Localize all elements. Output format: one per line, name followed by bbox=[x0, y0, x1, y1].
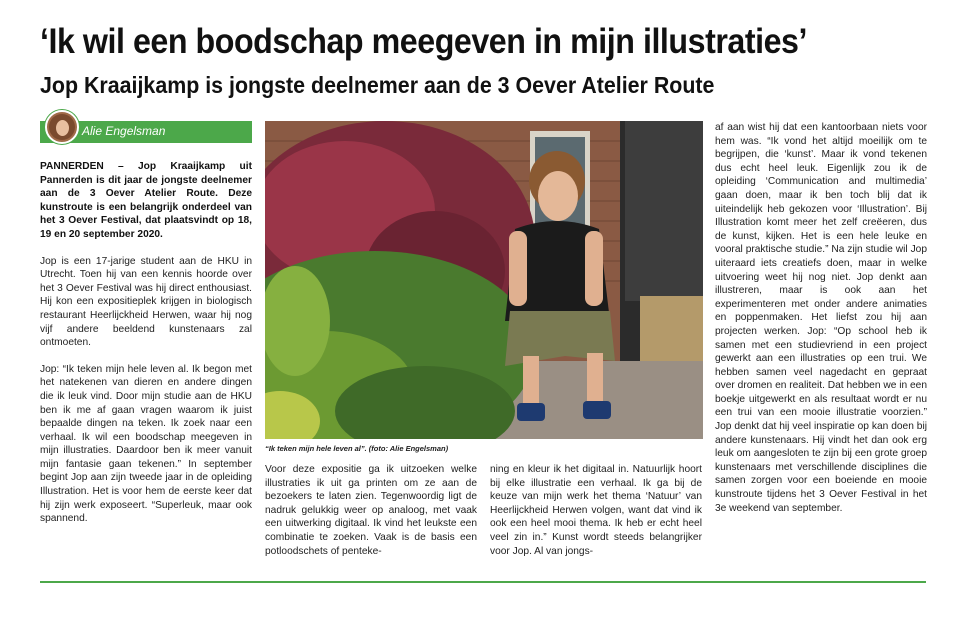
article-paragraph: Jop: “Ik teken mijn hele leven al. Ik begon met het natekenen van dieren en andere dingen die ik leuk vind. Door mijn studie aan de HKU ben ik me af gaan vragen waarom ik juist bepaalde dingen na teken. Ik zoek naar een verhaal. Ik wil een boodschap meegeven in mijn illustraties. Daardoor ben ik meer vanuit mijn fantasie gaan tekenen.” In september begint Jop aan zijn tweede jaar in de opleiding Illustration. Het is voor hem de eerste keer dat hij zijn werk exposeert. “Superleuk, maar ook spannend. bbox=[40, 363, 252, 525]
author-name: Alie Engelsman bbox=[82, 124, 166, 138]
subheadline: Jop Kraaijkamp is jongste deelnemer aan de 3 Oever Atelier Route bbox=[40, 72, 715, 98]
photo-illustration bbox=[265, 121, 703, 439]
article-column-3: ning en kleur ik het digitaal in. Natuurlijk hoort bij elke illustratie een verhaal. Ik ga bij de keuze van mijn werk het thema ‘Natuur’ van Heerlijckheid Herwen volgen, want dat vind ik ook een heel mooi thema. Ik heb er echt heel veel zin in.” Kunst wordt steeds belangrijker voor Jop. Al van jongs- bbox=[490, 464, 702, 557]
article-photo bbox=[265, 121, 703, 439]
article-column-4: af aan wist hij dat een kantoorbaan niets voor hem was. “Ik vond het altijd moeilijk om te begrijpen, die ‘kunst’. Maar ik vond tekenen dus echt heel leuk. Eigenlijk zou ik de opleiding ‘Communication and multimedia’ gaan doen, maar ik ben toch blij dat ik uiteindelijk heb gekozen voor ‘Illustration’. Bij Illustration komt meer het zelf creëeren, dus de kunst, kijken. Het is een hele leuke en vooral praktische studie.” Na zijn studie wil Jop uiteraard iets creatiefs doen, maar in welke uitvoering weet hij nog niet. Jop denkt aan illustreren, maar is ook aan het experimenteren met onder andere animaties en poppenmaken. Het liefst zou hij aan projecten werken. Jop: “Op school heb ik samen met een studievriend in een project gewerkt aan een illustraties op een trui. We hebben samen veel nagedacht en gepraat over dromen en realiteit. Dat hebben we in een boekje uitgewerkt en als resultaat wordt er nu een trui van een mooie illustratie voorzien.” Jop denkt dat hij veel inspiratie op kan doen bij andere kunstenaars. Hij vindt het dan ook erg leuk om aangesloten te zijn bij een grote groep kunstenaars met verschillende disciplines die samen zorgen voor een boeiende en mooie kunstroute tijdens het 3 Oever Festival in het 3e weekend van september. bbox=[715, 122, 927, 514]
author-avatar bbox=[45, 110, 79, 144]
headline: ‘Ik wil een boodschap meegeven in mijn illustraties’ bbox=[40, 22, 807, 61]
article-paragraph: Jop is een 17-jarige student aan de HKU in Utrecht. Toen hij van een kennis hoorde over het 3 Oever Festival was hij direct enthousiast. Hij kon een expositieplek krijgen in biologisch restaurant Heerlijckheid Herwen, waar hij nog vijf andere beeldend kunstenaars zal ontmoeten. bbox=[40, 255, 252, 349]
footer-rule bbox=[40, 581, 926, 583]
article-column-1 bbox=[40, 160, 252, 539]
article-column-2: Voor deze expositie ga ik uitzoeken welke illustraties ik uit ga printen om ze aan de bezoekers te laten zien. Tegenwoordig ligt de nadruk gelukkig weer op analoog, met vaak een uitwerking digitaal. Ik vind het leukste een combinatie te zoeken. Vaak is de basis een potloodschets of penteke- bbox=[265, 464, 477, 557]
photo-caption: “Ik teken mijn hele leven al”. (foto: Alie Engelsman) bbox=[265, 444, 449, 453]
article-lead: PANNERDEN – Jop Kraaijkamp uit Pannerden is dit jaar de jongste deelnemer aan de 3 Oever Atelier Route. Deze kunstroute is een belangrijk onderdeel van het 3 Oever Festival, dat plaatsvindt op 18, 19 en 20 september 2020. bbox=[40, 161, 252, 240]
